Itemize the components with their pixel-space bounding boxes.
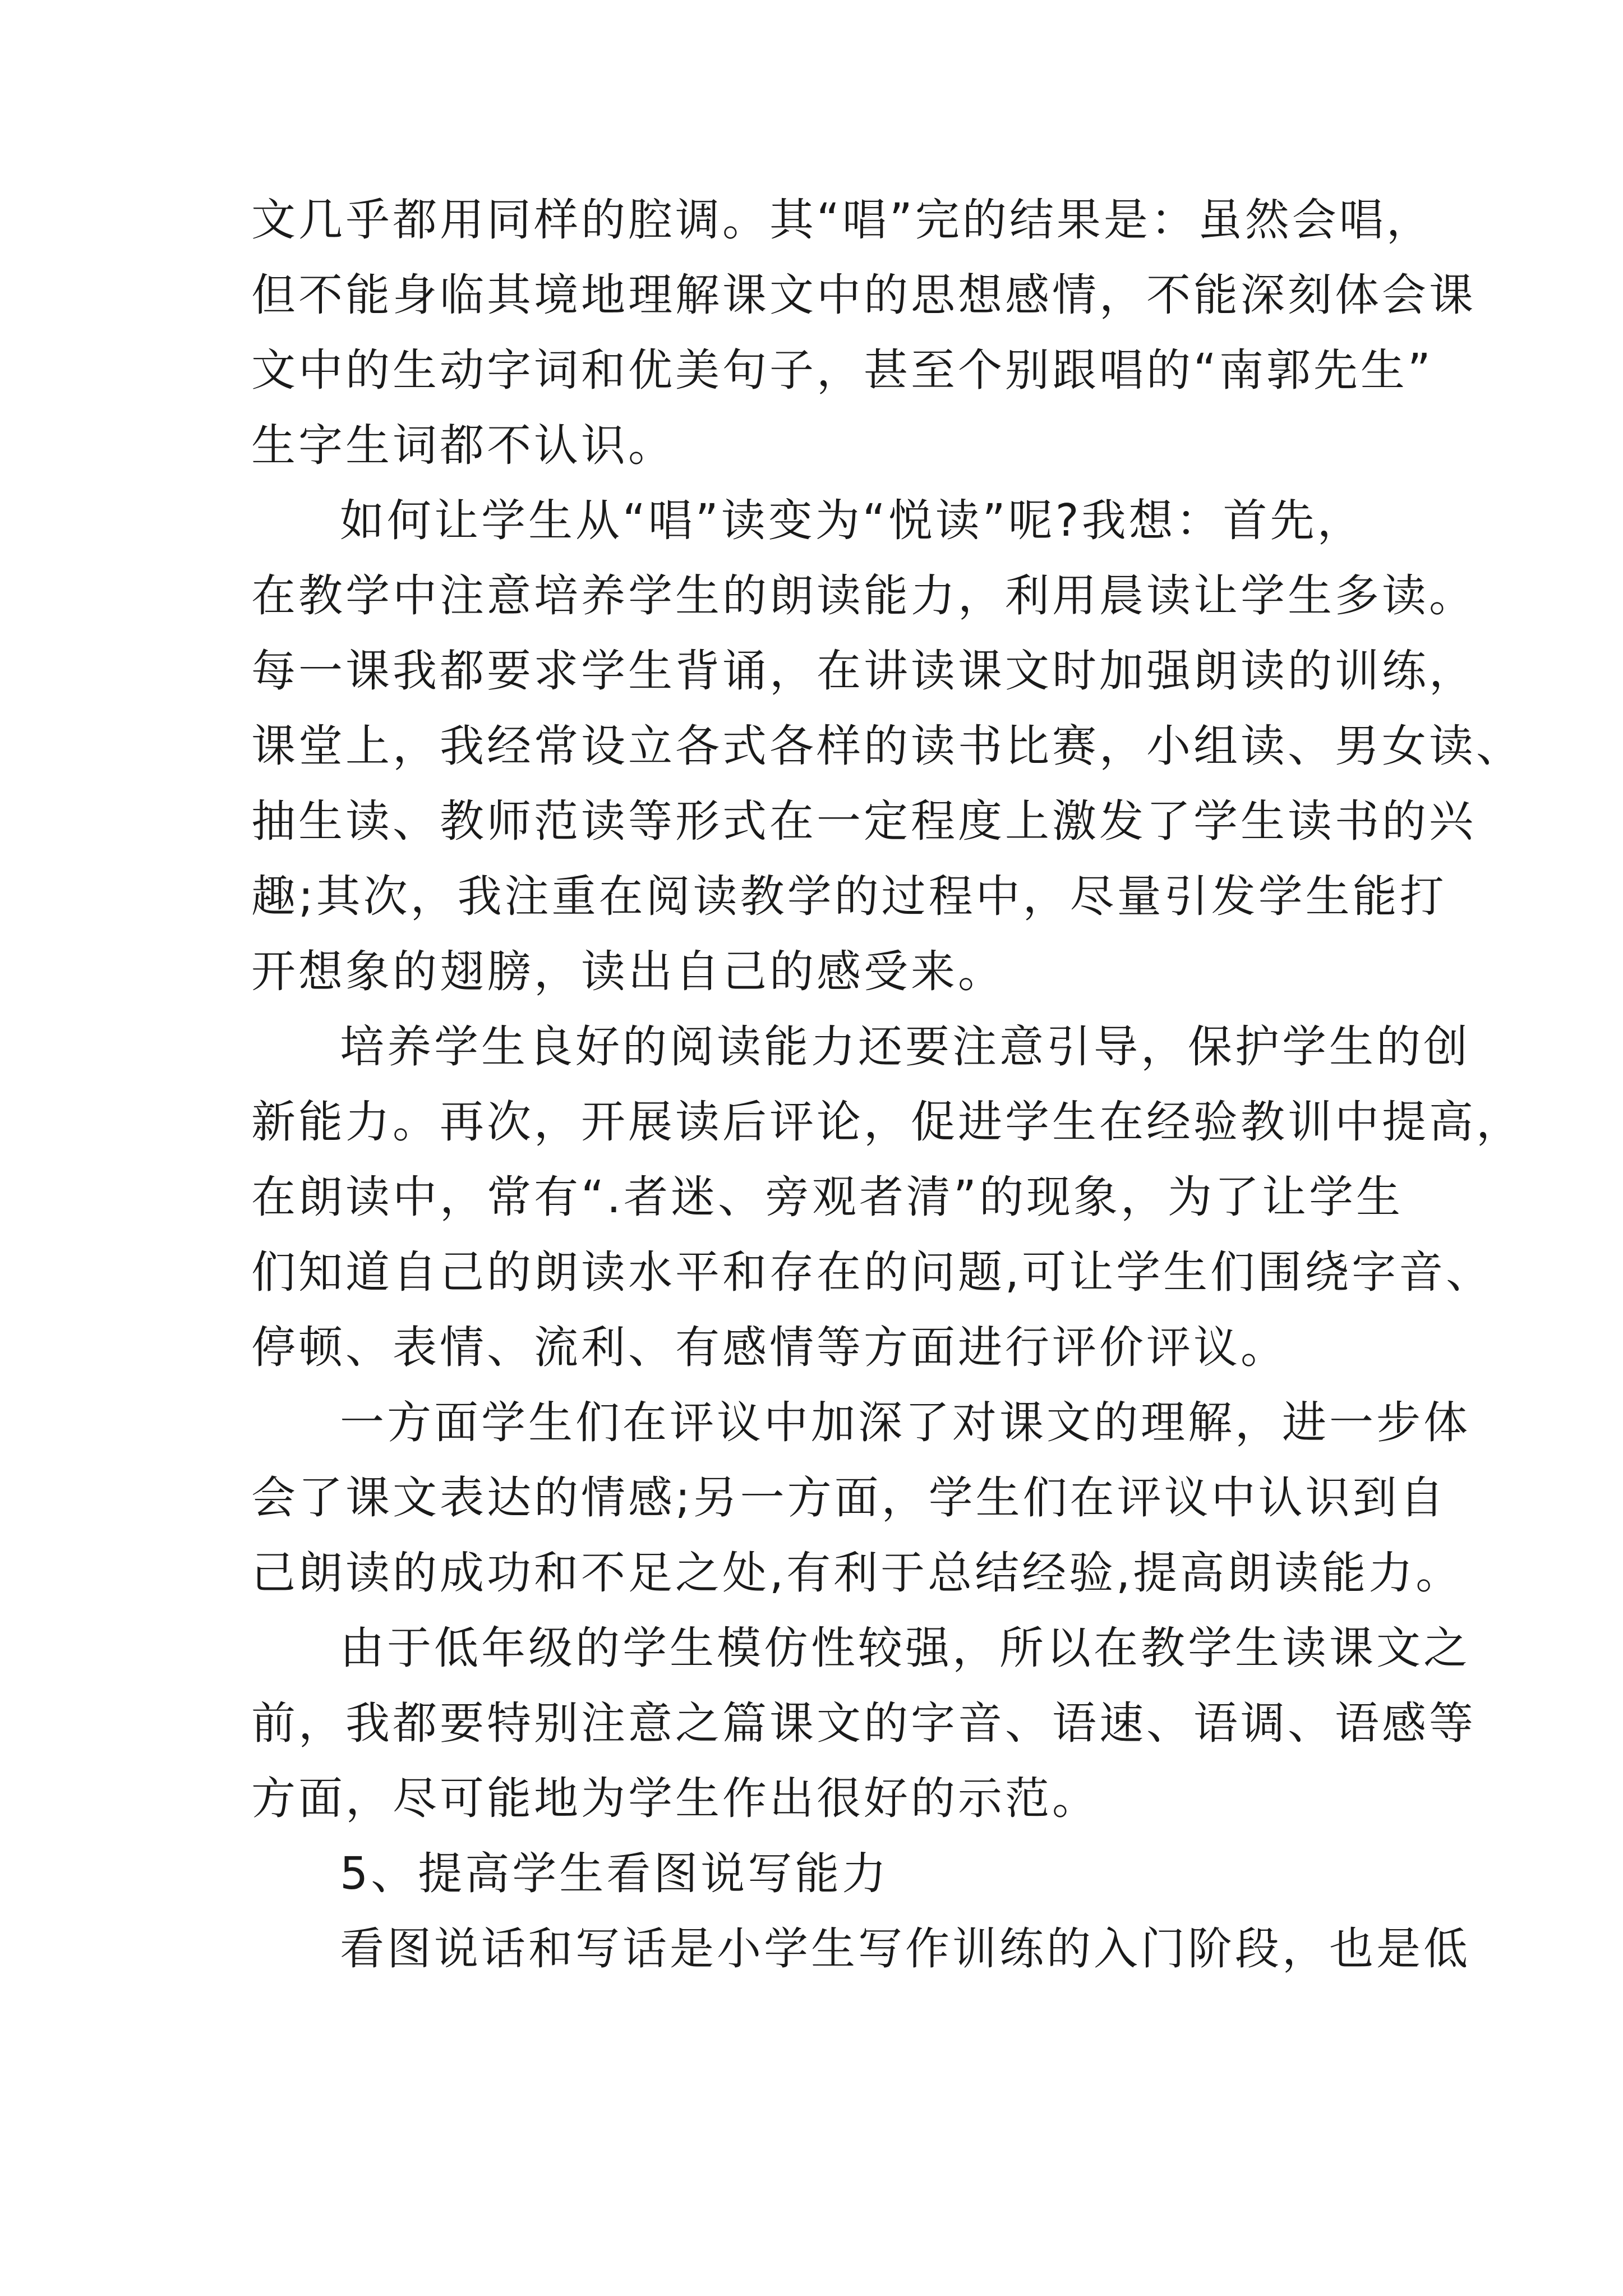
text-line: 在教学中注意培养学生的朗读能力，利用晨读让学生多读。 [251, 570, 1476, 622]
text-line: 看图说话和写话是小学生写作训练的入门阶段，也是低 [340, 1923, 1470, 1975]
text-line: 由于低年级的学生模仿性较强，所以在教学生读课文之 [340, 1622, 1470, 1674]
text-line: 新能力。再次，开展读后评论，促进学生在经验教训中提高， [251, 1096, 1523, 1148]
text-line: 前，我都要特别注意之篇课文的字音、语速、语调、语感等 [251, 1697, 1476, 1749]
text-line: 会了课文表达的情感;另一方面，学生们在评议中认识到自 [251, 1472, 1447, 1524]
text-line: 每一课我都要求学生背诵，在讲读课文时加强朗读的训练， [251, 645, 1476, 697]
text-line: 在朗读中，常有“.者迷、旁观者清”的现象，为了让学生 [251, 1171, 1403, 1223]
text-line: 文几乎都用同样的腔调。其“唱”完的结果是：虽然会唱， [251, 194, 1433, 246]
text-line: 己朗读的成功和不足之处,有利于总结经验,提高朗读能力。 [251, 1547, 1463, 1599]
text-line: 但不能身临其境地理解课文中的思想感情，不能深刻体会课 [251, 269, 1476, 321]
text-line: 培养学生良好的阅读能力还要注意引导，保护学生的创 [340, 1021, 1470, 1073]
text-line: 抽生读、教师范读等形式在一定程度上激发了学生读书的兴 [251, 795, 1476, 847]
text-line: 如何让学生从“唱”读变为“悦读”呢?我想：首先， [340, 495, 1364, 546]
text-line: 5、提高学生看图说写能力 [340, 1848, 889, 1899]
text-line: 们知道自己的朗读水平和存在的问题,可让学生们围绕字音、 [251, 1246, 1493, 1298]
text-line: 生字生词都不认识。 [251, 420, 675, 471]
text-line: 一方面学生们在评议中加深了对课文的理解，进一步体 [340, 1397, 1470, 1448]
text-line: 趣;其次，我注重在阅读教学的过程中，尽量引发学生能打 [251, 871, 1447, 922]
body-text [251, 182, 1523, 1986]
text-line: 文中的生动字词和优美句子，甚至个别跟唱的“南郭先生” [251, 344, 1433, 396]
text-line: 停顿、表情、流利、有感情等方面进行评价评议。 [251, 1322, 1288, 1373]
text-line: 课堂上，我经常设立各式各样的读书比赛，小组读、男女读、 [251, 720, 1523, 772]
text-line: 方面，尽可能地为学生作出很好的示范。 [251, 1773, 1099, 1824]
text-line: 开想象的翅膀，读出自己的感受来。 [251, 946, 1005, 997]
